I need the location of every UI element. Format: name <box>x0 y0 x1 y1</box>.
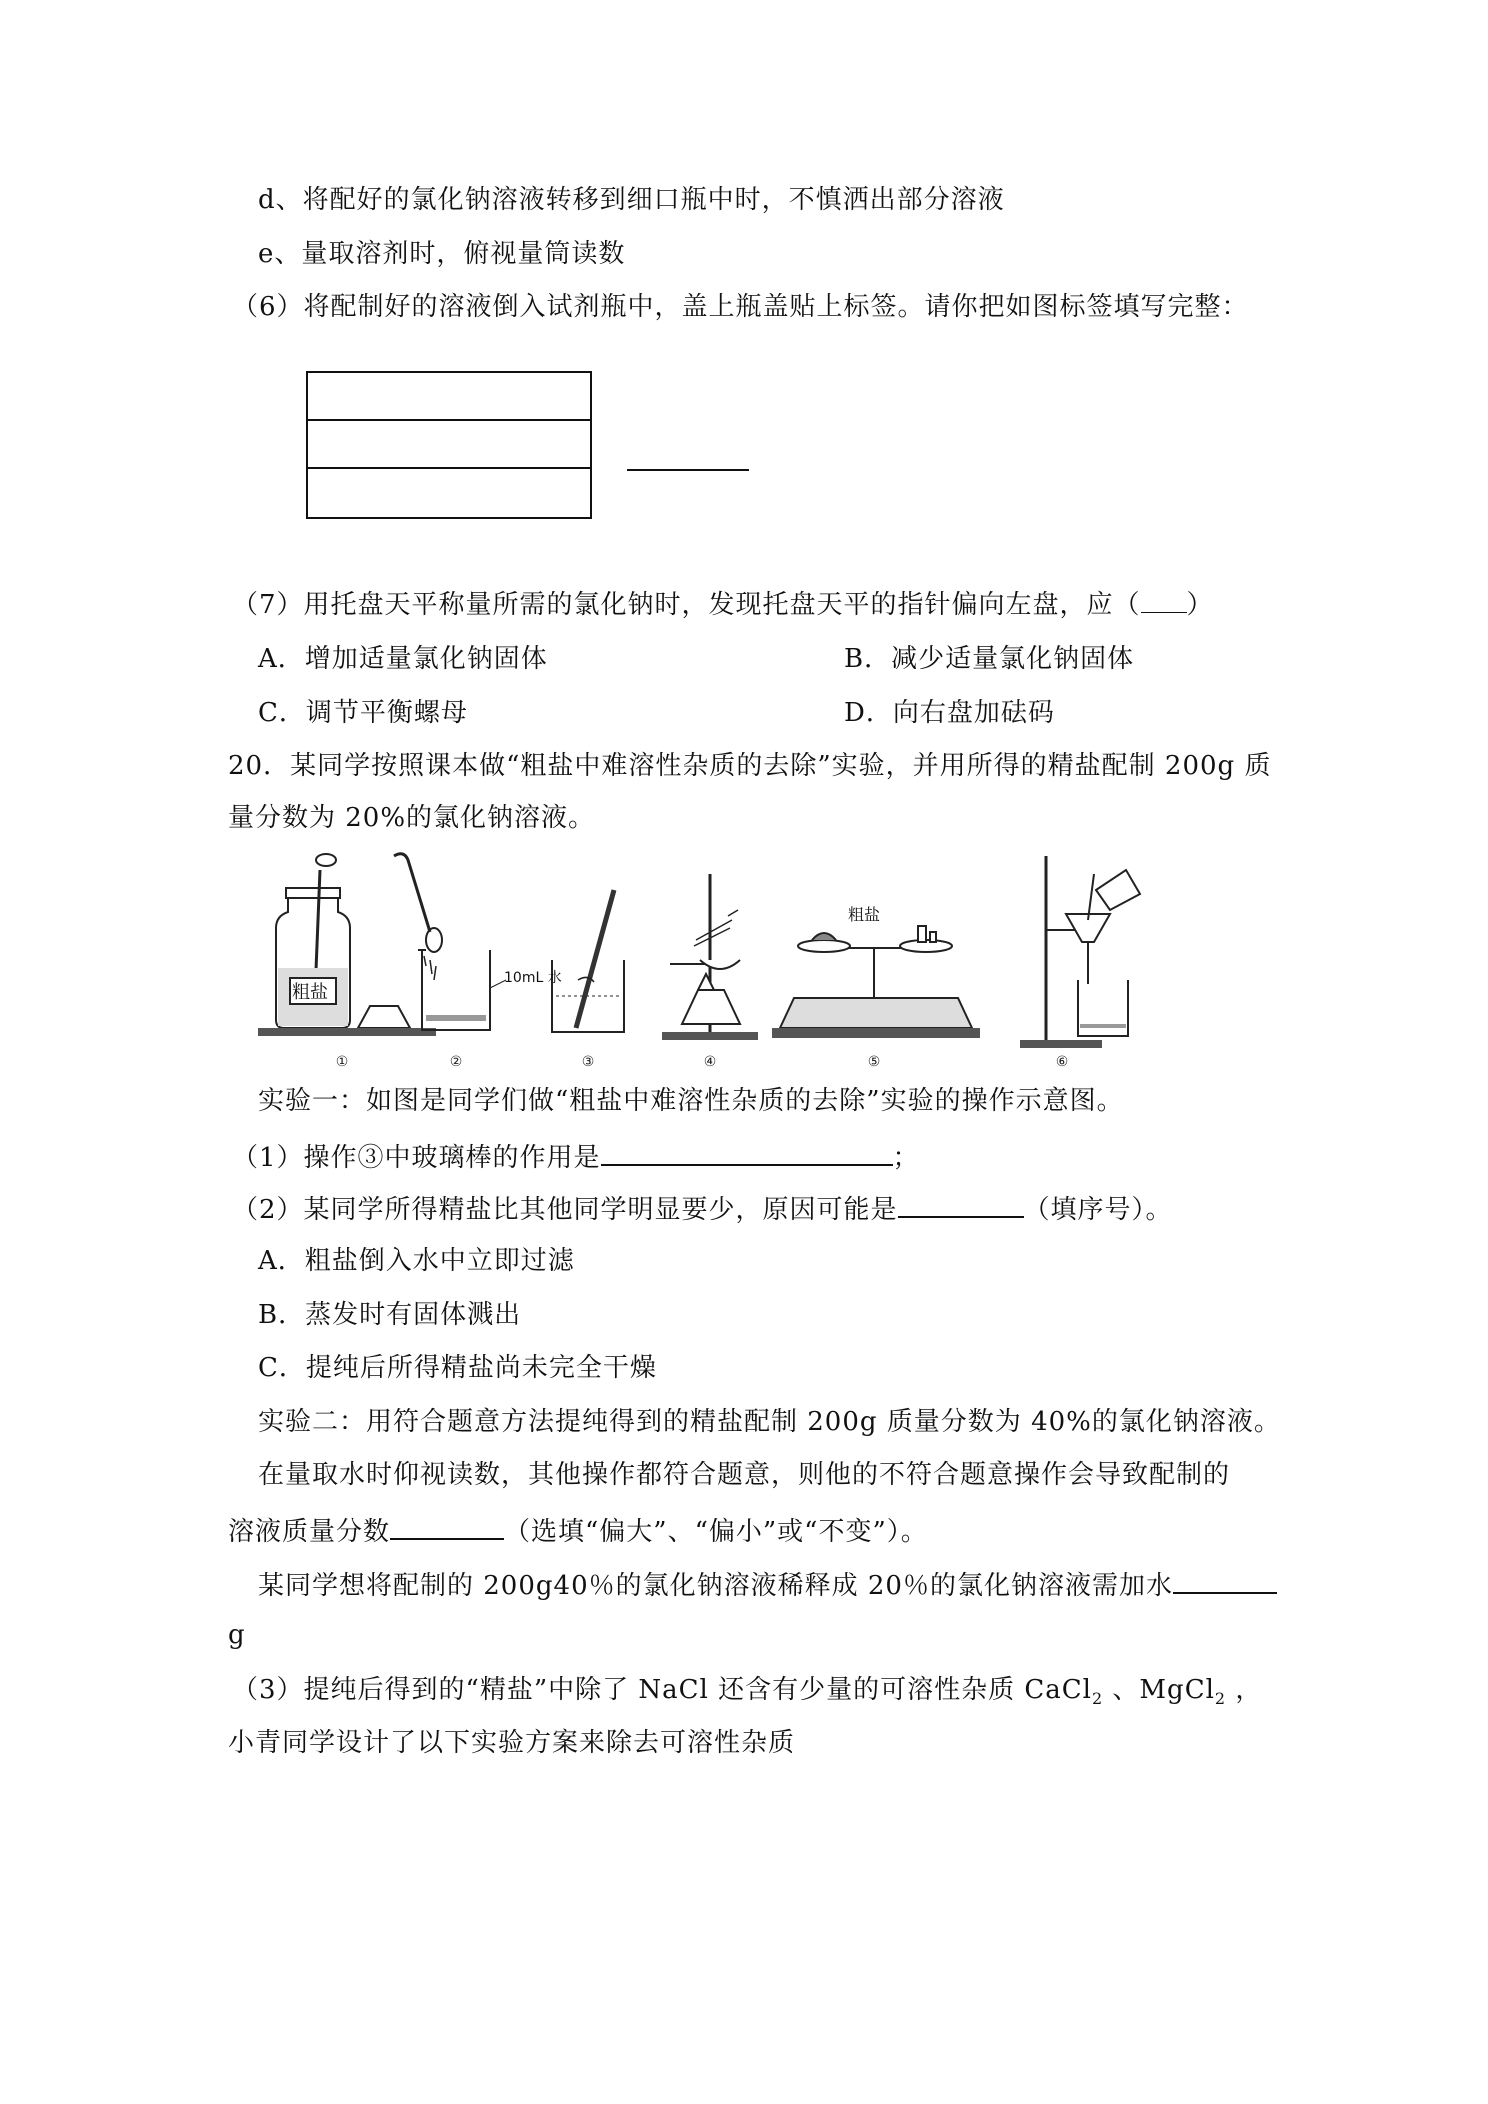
reagent-label-box <box>306 371 592 519</box>
sub-question-3-line2: 小青同学设计了以下实验方案来除去可溶性杂质 <box>228 1728 796 1758</box>
option-d-text: d、将配好的氯化钠溶液转移到细口瓶中时，不慎洒出部分溶液 <box>258 185 1005 215</box>
q7-option-b: B．减少适量氯化钠固体 <box>844 644 1135 674</box>
sub-question-3 <box>232 1673 1262 1716</box>
step-3-stirring <box>552 890 624 1032</box>
step-1-jar <box>258 854 436 1036</box>
question-20-line2: 量分数为 20%的氯化钠溶液。 <box>228 803 596 833</box>
paragraph-3-unit: g <box>228 1620 246 1650</box>
sub-question-1-text: （1）操作③中玻璃棒的作用是 <box>232 1143 601 1173</box>
sub-question-2-text: （2）某同学所得精盐比其他同学明显要少，原因可能是 <box>232 1195 898 1225</box>
paragraph-3 <box>258 1566 1277 1603</box>
question-7 <box>232 588 1214 622</box>
mgcl2-subscript: 2 <box>1214 1689 1227 1709</box>
step-5-balance <box>772 926 980 1038</box>
experiment-1-text: 实验一：如图是同学们做“粗盐中难溶性杂质的去除”实验的操作示意图。 <box>258 1086 1124 1116</box>
sub2-option-b: B．蒸发时有固体溅出 <box>258 1300 522 1330</box>
step-2-beaker <box>394 854 506 1030</box>
step-number-3: ③ <box>581 1054 595 1070</box>
sub-question-3-text-c: ， <box>1226 1675 1263 1705</box>
paragraph-2-end: （选填“偏大”、“偏小”或“不变”）。 <box>504 1517 928 1547</box>
step-6-filtration <box>1020 856 1140 1048</box>
label-row-2[interactable] <box>308 421 590 469</box>
sub2-option-a: A．粗盐倒入水中立即过滤 <box>258 1246 575 1276</box>
sub2-option-c: C．提纯后所得精盐尚未完全干燥 <box>258 1353 657 1383</box>
question-7-blank[interactable] <box>1141 590 1187 613</box>
paragraph-2-blank[interactable] <box>390 1512 504 1540</box>
step-4-evaporation <box>662 874 758 1040</box>
question-6-text: （6）将配制好的溶液倒入试剂瓶中，盖上瓶盖贴上标签。请你把如图标签填写完整： <box>232 292 1249 322</box>
experiment-2-text: 实验二：用符合题意方法提纯得到的精盐配制 200g 质量分数为 40%的氯化钠溶液。 <box>258 1407 1281 1437</box>
q7-option-a: A．增加适量氯化钠固体 <box>258 644 548 674</box>
sub-question-1-end: ； <box>892 1143 920 1173</box>
step-number-4: ④ <box>703 1054 717 1070</box>
jar-label: 粗盐 <box>292 982 328 1003</box>
option-e-text: e、量取溶剂时，俯视量筒读数 <box>258 239 626 269</box>
question-7-close: ） <box>1186 590 1214 620</box>
sub-question-2 <box>232 1190 1173 1227</box>
paragraph-3-text: 某同学想将配制的 200g40％的氯化钠溶液稀释成 20％的氯化钠溶液需加水 <box>258 1571 1173 1601</box>
sub-question-2-blank[interactable] <box>898 1190 1024 1218</box>
paragraph-2-text: 溶液质量分数 <box>228 1517 391 1547</box>
label-row-1[interactable] <box>308 373 590 421</box>
sub-question-3-text-a: （3）提纯后得到的“精盐”中除了 NaCl 还含有少量的可溶性杂质 CaCl <box>232 1675 1092 1705</box>
apparatus-figure <box>258 850 1158 1072</box>
label-row-3[interactable] <box>308 469 590 517</box>
question-7-text: （7）用托盘天平称量所需的氯化钠时，发现托盘天平的指针偏向左盘，应（ <box>232 590 1141 620</box>
step-number-1: ① <box>335 1054 349 1070</box>
step-number-5: ⑤ <box>867 1054 881 1070</box>
sub-question-1-blank[interactable] <box>601 1138 893 1166</box>
balance-label: 粗盐 <box>848 905 881 924</box>
label-answer-line[interactable] <box>627 469 749 471</box>
question-20-line1: 20．某同学按照课本做“粗盐中难溶性杂质的去除”实验，并用所得的精盐配制 200g 质 <box>228 751 1272 781</box>
paragraph-3-blank[interactable] <box>1173 1566 1277 1594</box>
q7-option-d: D．向右盘加砝码 <box>844 698 1055 728</box>
sub-question-2-end: （填序号）。 <box>1023 1195 1173 1225</box>
cacl2-subscript: 2 <box>1091 1689 1104 1709</box>
paragraph-2 <box>228 1512 928 1549</box>
q7-option-c: C．调节平衡螺母 <box>258 698 468 728</box>
step-number-2: ② <box>449 1054 463 1070</box>
step-number-6: ⑥ <box>1055 1054 1069 1070</box>
paragraph-1: 在量取水时仰视读数，其他操作都符合题意，则他的不符合题意操作会导致配制的 <box>258 1460 1231 1490</box>
water-label: 10mL 水 <box>504 970 562 986</box>
sub-question-1 <box>232 1138 920 1175</box>
sub-question-3-text-b: 、MgCl <box>1103 1675 1215 1705</box>
